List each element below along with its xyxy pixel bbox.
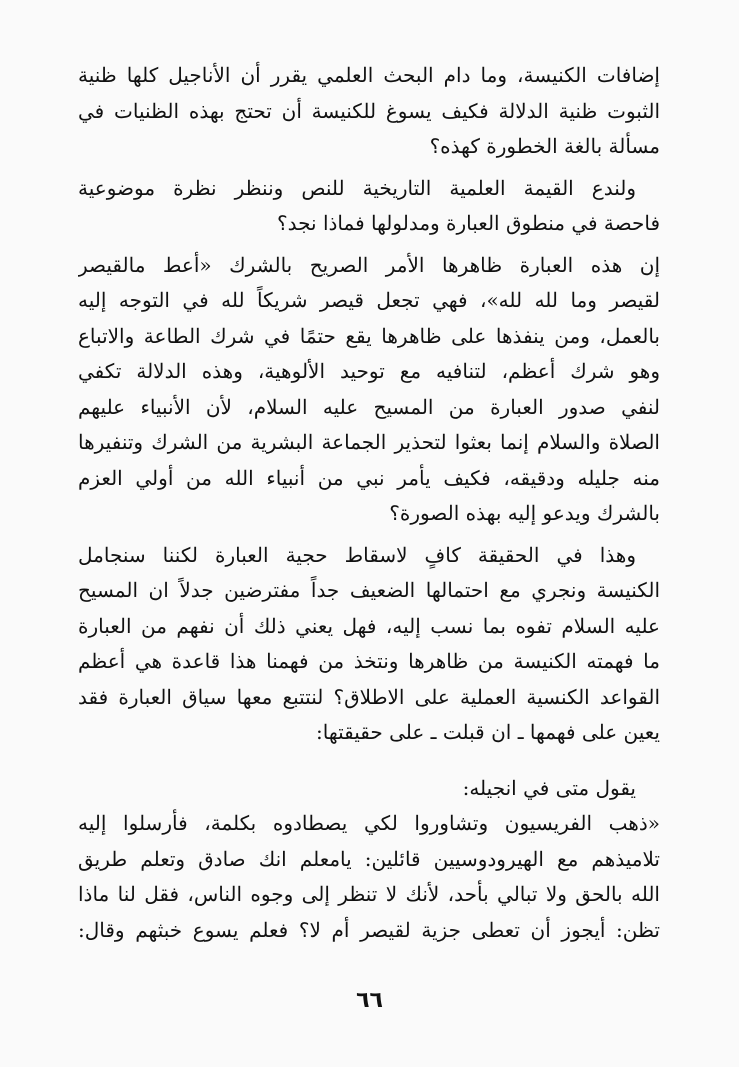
page-number: ٦٦ [356,988,383,1013]
text-line: عليه السلام تفوه بما نسب إليه، فهل يعني ذلك أن نفهم من العبارة [78,613,660,638]
text-line: «ذهب الفريسيون وتشاوروا لكي يصطادوه بكلمة، فأرسلوا إليه [78,811,660,835]
text-line: إضافات الكنيسة، وما دام البحث العلمي يقرر أن الأناجيل كلها ظنية [78,63,660,87]
text-line: الكنيسة ونجري مع احتمالها الضعيف جداً مفترضين جدلاً ان المسيح [78,578,660,602]
text-line: بالعمل، ومن ينفذها على ظاهرها يقع حتمًا في شرك الطاعة والاتباع [78,323,660,348]
quote-paragraph [78,771,660,949]
text-line: فاحصة في منطوق العبارة ومدلولها فماذا نجد؟ [277,211,660,235]
text-line: الصلاة والسلام إنما بعثوا لتحذير الجماعة البشرية من الشرك وتنفيرها [78,430,660,454]
text-line: وهو شرك أعظم، لتنافيه مع توحيد الألوهية، وهذه الدلالة تكفي [78,359,660,383]
page-body [78,58,660,954]
text-line: مسألة بالغة الخطورة كهذه؟ [429,134,660,158]
text-line: الله بالحق ولا تبالي بأحد، لأنك لا تنظر إلى وجوه الناس، فقل لنا ماذا [78,882,660,906]
text-line: يقول متى في انجيله: [462,775,636,800]
text-line: يعين على فهمها ـ ان قبلت ـ على حقيقتها: [316,720,660,744]
text-line: منه جليله ودقيقه، فكيف يأمر نبي من أنبياء الله من أولي العزم [78,465,660,490]
text-line: بالشرك ويدعو إليه بهذه الصورة؟ [389,501,660,525]
text-line: الثبوت ظنية الدلالة فكيف يسوغ للكنيسة أن تحتج بهذه الظنيات في [78,98,660,123]
text-line: تلاميذهم مع الهيرودوسيين قائلين: يامعلم انك صادق وتعلم طريق [78,846,660,871]
paragraph [78,171,660,242]
paragraph [78,58,660,165]
text-line: القواعد الكنسية العملية على الاطلاق؟ لنتتبع معها سياق العبارة فقد [78,684,660,709]
text-line: إن هذه العبارة ظاهرها الأمر الصريح بالشرك «أعط مالقيصر [78,252,660,277]
text-line: وهذا في الحقيقة كافٍ لاسقاط حجية العبارة لكننا سنجامل [78,542,636,567]
paragraph [78,538,660,751]
text-line: تظن: أيجوز أن تعطى جزية لقيصر أم لا؟ فعلم يسوع خبثهم وقال: [78,917,660,942]
paragraph [78,248,660,532]
text-line: لنفي صدور العبارة من المسيح عليه السلام، لأن الأنبياء عليهم [78,394,660,419]
text-line: لقيصر وما لله لله»، فهي تجعل قيصر شريكاً لله في التوجه إليه [78,288,660,312]
text-line: ولندع القيمة العلمية التاريخية للنص وننظر نظرة موضوعية [78,175,636,200]
text-line: ما فهمته الكنيسة من ظاهرها ونتخذ من فهمنا هذا قاعدة هي أعظم [78,649,660,673]
